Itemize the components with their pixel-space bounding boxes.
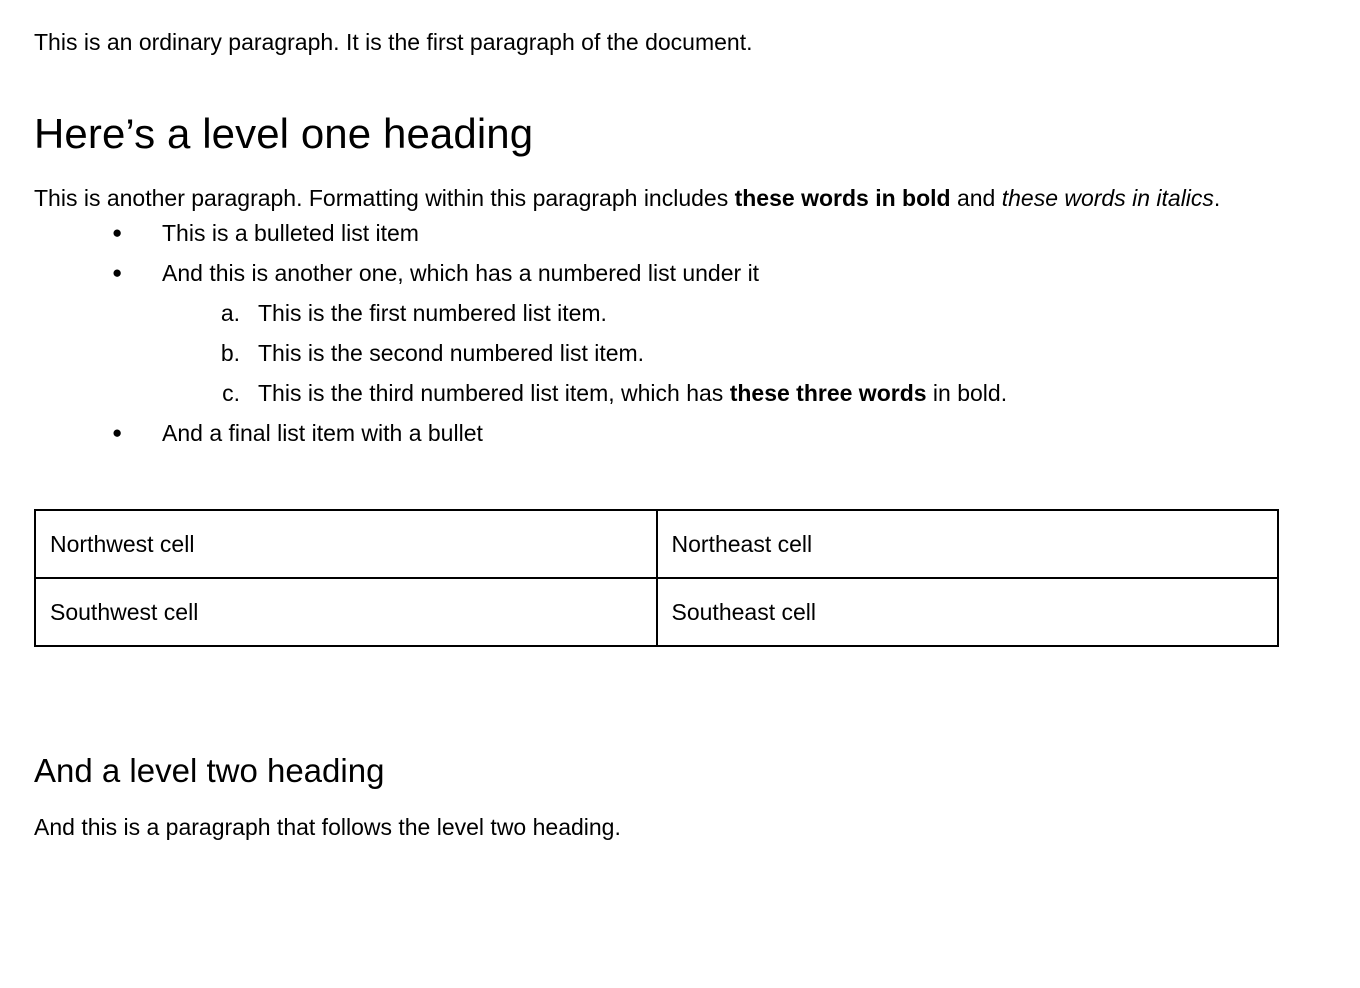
numbered-list-wrapper	[162, 293, 1326, 413]
closing-paragraph: And this is a paragraph that follows the level two heading.	[34, 813, 621, 840]
first-paragraph: This is an ordinary paragraph. It is the first paragraph of the document.	[34, 29, 753, 55]
list-marker: a.	[220, 300, 240, 327]
table-cell: Southeast cell	[657, 578, 1279, 646]
bullet-icon: ●	[112, 263, 123, 283]
heading-level-one: Here’s a level one heading	[34, 110, 534, 158]
table-row	[35, 510, 1278, 578]
second-paragraph-italic-run: these words in italics	[1001, 184, 1214, 211]
list-item	[34, 253, 1326, 293]
list-marker: c.	[222, 380, 240, 407]
list-item-label-after: in bold.	[926, 380, 1008, 407]
list-item	[206, 293, 1326, 333]
list-marker: b.	[220, 340, 240, 367]
list-item-label: This is a bulleted list item	[162, 220, 419, 247]
list-item-label: And this is another one, which has a numbered list under it	[162, 260, 760, 287]
bulleted-list	[34, 213, 1326, 453]
second-paragraph-text-part3: .	[1213, 184, 1221, 211]
second-paragraph-text-part1: This is another paragraph. Formatting within this paragraph includes	[34, 184, 735, 211]
table-cell: Southwest cell	[35, 578, 657, 646]
nested-list-container	[34, 293, 1326, 413]
list-item-label: This is the second numbered list item.	[258, 340, 645, 367]
second-paragraph	[34, 184, 1284, 213]
table-row	[35, 578, 1278, 646]
content-table	[34, 509, 1279, 647]
list-item	[34, 413, 1326, 453]
table-cell: Northwest cell	[35, 510, 657, 578]
list-item-label: And a final list item with a bullet	[162, 420, 483, 447]
list-item	[206, 333, 1326, 373]
list-item-label: This is the first numbered list item.	[258, 300, 607, 327]
bullet-icon: ●	[112, 423, 123, 443]
heading-level-two: And a level two heading	[34, 752, 385, 790]
second-paragraph-text-part2: and	[950, 184, 1002, 211]
list-item	[34, 213, 1326, 253]
list-item-bold-run: these three words	[729, 380, 927, 407]
table-cell: Northeast cell	[657, 510, 1279, 578]
vertical-spacer	[34, 647, 1326, 751]
list-item-label-before: This is the third numbered list item, which has	[258, 380, 730, 407]
numbered-list	[206, 293, 1326, 413]
list-item	[206, 373, 1326, 413]
second-paragraph-bold-run: these words in bold	[734, 184, 951, 211]
bullet-icon: ●	[112, 223, 123, 243]
